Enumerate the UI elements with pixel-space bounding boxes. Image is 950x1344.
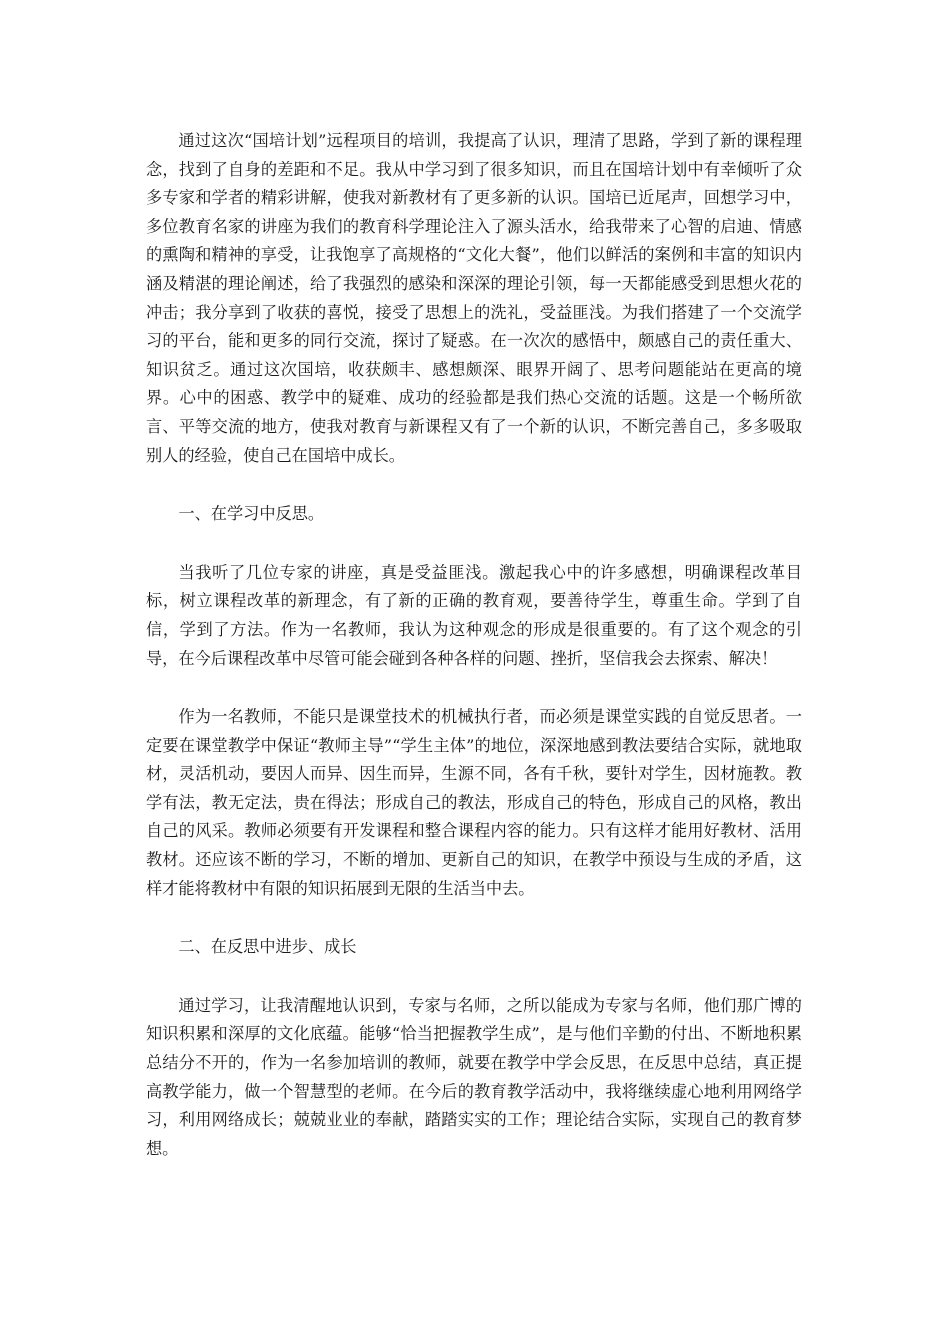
intro-paragraph: 通过这次“国培计划”远程项目的培训，我提高了认识，理清了思路，学到了新的课程理念，找到了自身的差距和不足。我从中学习到了很多知识，而且在国培计划中有幸倾听了众多专家和学者的精彩讲解，使我对新教材有了更多新的认识。国培已近尾声，回想学习中，多位教育名家的讲座为我们的教育科学理论注入了源头活水，给我带来了心智的启迪、情感的熏陶和精神的享受，让我饱享了高规格的“文化大餐”，他们以鲜活的案例和丰富的知识内涵及精湛的理论阐述，给了我强烈的感染和深深的理论引领，每一天都能感受到思想火花的冲击；我分享到了收获的喜悦，接受了思想上的洗礼，受益匪浅。为我们搭建了一个交流学习的平台，能和更多的同行交流，探讨了疑惑。在一次次的感悟中，颇感自己的责任重大、知识贫乏。通过这次国培，收获颇丰、感想颇深、眼界开阔了、思考问题能站在更高的境界。心中的困惑、教学中的疑难、成功的经验都是我们热心交流的话题。这是一个畅所欲言、平等交流的地方，使我对教育与新课程又有了一个新的认识，不断完善自己，多多吸取别人的经验，使自己在国培中成长。 (146, 131, 802, 465)
section-heading-2: 二、在反思中进步、成长 (178, 937, 357, 957)
section-2-paragraph-1: 通过学习，让我清醒地认识到，专家与名师，之所以能成为专家与名师，他们那广博的知识积累和深厚的文化底蕴。能够“恰当把握教学生成”，是与他们辛勤的付出、不断地积累总结分不开的，作为一名参加培训的教师，就要在教学中学会反思，在反思中总结，真正提高教学能力，做一个智慧型的老师。在今后的教育教学活动中，我将继续虚心地利用网络学习，利用网络成长；兢兢业业的奉献，踏踏实实的工作；理论结合实际，实现自己的教育梦想。 (146, 995, 802, 1158)
section-1-paragraph-1: 当我听了几位专家的讲座，真是受益匪浅。激起我心中的许多感想，明确课程改革目标，树立课程改革的新理念，有了新的正确的教育观，要善待学生，尊重生命。学到了自信，学到了方法。作为一名教师，我认为这种观念的形成是很重要的。有了这个观念的引导，在今后课程改革中尽管可能会碰到各种各样的问题、挫折，坚信我会去探索、解决！ (146, 562, 802, 668)
section-heading-1: 一、在学习中反思。 (178, 504, 325, 524)
document-body (146, 127, 802, 1193)
section-1-paragraph-2: 作为一名教师，不能只是课堂技术的机械执行者，而必须是课堂实践的自觉反思者。一定要在课堂教学中保证“教师主导”“学生主体”的地位，深深地感到教法要结合实际，就地取材，灵活机动，要因人而异、因生而异，生源不同，各有千秋，要针对学生，因材施教。教学有法，教无定法，贵在得法；形成自己的教法，形成自己的特色，形成自己的风格，教出自己的风采。教师必须要有开发课程和整合课程内容的能力。只有这样才能用好教材、活用教材。还应该不断的学习，不断的增加、更新自己的知识，在教学中预设与生成的矛盾，这样才能将教材中有限的知识拓展到无限的生活当中去。 (146, 707, 802, 898)
